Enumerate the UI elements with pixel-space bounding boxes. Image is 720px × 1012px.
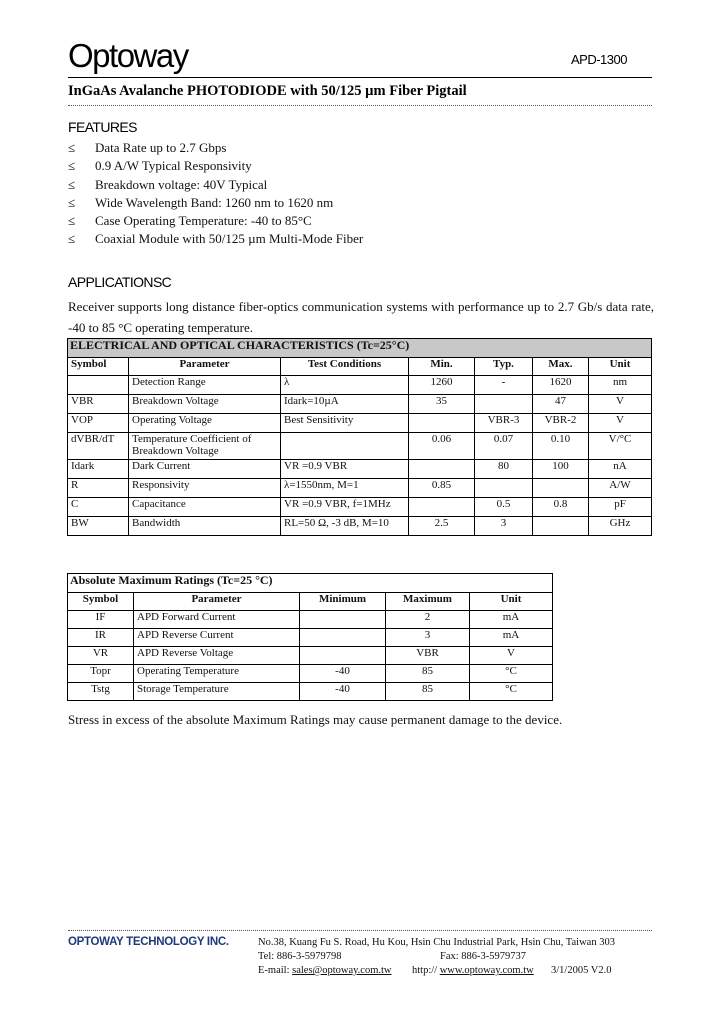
unit-cell: mA <box>470 629 553 647</box>
bullet-icon: ≤ <box>68 176 76 192</box>
condition-cell: VR =0.9 VBR, f=1MHz <box>281 498 409 517</box>
parameter-cell: Capacitance <box>129 498 281 517</box>
features-list <box>68 140 363 250</box>
symbol-cell: VBR <box>68 395 129 414</box>
bullet-icon: ≤ <box>68 140 76 155</box>
footer-company: OPTOWAY TECHNOLOGY INC. <box>68 936 229 948</box>
typ-cell: 3 <box>475 517 533 536</box>
table-row <box>68 395 652 414</box>
table-row <box>68 433 652 460</box>
symbol-cell: VR <box>68 647 134 665</box>
unit-cell: V <box>470 647 553 665</box>
min-cell: 2.5 <box>409 517 475 536</box>
symbol-cell: BW <box>68 517 129 536</box>
min-cell: 0.85 <box>409 479 475 498</box>
unit-cell: GHz <box>589 517 652 536</box>
symbol-cell: Idark <box>68 460 129 479</box>
symbol-cell: VOP <box>68 414 129 433</box>
features-heading: FEATURES <box>68 119 137 135</box>
parameter-cell: Detection Range <box>129 376 281 395</box>
max-cell: 47 <box>533 395 589 414</box>
column-header: Minimum <box>300 593 386 611</box>
symbol-cell: C <box>68 498 129 517</box>
footer-web: http:// www.optoway.com.tw <box>412 965 534 976</box>
bullet-icon: ≤ <box>68 213 76 229</box>
condition-cell: Idark=10µA <box>281 395 409 414</box>
max-cell: 0.8 <box>533 498 589 517</box>
table-row <box>68 498 652 517</box>
table-row <box>68 414 652 433</box>
company-logo: Optoway <box>68 37 188 74</box>
unit-cell: pF <box>589 498 652 517</box>
email-link[interactable]: sales@optoway.com.tw <box>292 965 392 976</box>
symbol-cell: dVBR/dT <box>68 433 129 460</box>
parameter-cell: Operating Temperature <box>134 665 300 683</box>
max-cell: 1620 <box>533 376 589 395</box>
min-cell <box>409 414 475 433</box>
absolute-maximum-ratings-table <box>67 573 553 701</box>
website-link[interactable]: www.optoway.com.tw <box>439 965 534 976</box>
min-cell: 0.06 <box>409 433 475 460</box>
feature-item: ≤ Breakdown voltage: 40V Typical <box>68 176 268 192</box>
max-cell <box>533 517 589 536</box>
unit-cell: nA <box>589 460 652 479</box>
parameter-cell: APD Reverse Current <box>134 629 300 647</box>
typ-cell: 0.07 <box>475 433 533 460</box>
maximum-cell: 85 <box>386 683 470 701</box>
unit-cell: °C <box>470 683 553 701</box>
table-row <box>68 611 553 629</box>
parameter-cell: Temperature Coefficient of Breakdown Voltage <box>129 433 281 460</box>
electrical-characteristics-table <box>67 338 652 536</box>
table-row <box>68 376 652 395</box>
condition-cell: Best Sensitivity <box>281 414 409 433</box>
table-row <box>68 460 652 479</box>
footer-fax: Fax: 886-3-5979737 <box>440 951 527 962</box>
table-row <box>68 479 652 498</box>
footer-divider <box>68 930 652 931</box>
minimum-cell: -40 <box>300 683 386 701</box>
maximum-cell: 85 <box>386 665 470 683</box>
parameter-cell: Storage Temperature <box>134 683 300 701</box>
feature-item: ≤ Case Operating Temperature: -40 to 85°C <box>68 213 312 229</box>
column-header: Maximum <box>386 593 470 611</box>
minimum-cell <box>300 611 386 629</box>
unit-cell: mA <box>470 611 553 629</box>
footer-address: No.38, Kuang Fu S. Road, Hu Kou, Hsin Chu Industrial Park, Hsin Chu, Taiwan 303 <box>258 937 615 948</box>
bullet-icon: ≤ <box>68 231 76 247</box>
maximum-cell: 2 <box>386 611 470 629</box>
unit-cell: V <box>589 395 652 414</box>
min-cell: 35 <box>409 395 475 414</box>
column-header: Typ. <box>475 358 533 376</box>
parameter-cell: Bandwidth <box>129 517 281 536</box>
condition-cell: VR =0.9 VBR <box>281 460 409 479</box>
condition-cell: λ=1550nm, M=1 <box>281 479 409 498</box>
symbol-cell: Topr <box>68 665 134 683</box>
feature-item: ≤ Wide Wavelength Band: 1260 nm to 1620 nm <box>68 194 334 210</box>
symbol-cell: IR <box>68 629 134 647</box>
symbol-cell: IF <box>68 611 134 629</box>
minimum-cell <box>300 629 386 647</box>
parameter-cell: Responsivity <box>129 479 281 498</box>
table-row <box>68 629 553 647</box>
unit-cell: V <box>589 414 652 433</box>
column-header: Test Conditions <box>281 358 409 376</box>
typ-cell: - <box>475 376 533 395</box>
max-cell: 100 <box>533 460 589 479</box>
column-header: Parameter <box>129 358 281 376</box>
column-header: Unit <box>470 593 553 611</box>
feature-item: ≤ 0.9 A/W Typical Responsivity <box>68 158 252 174</box>
condition-cell <box>281 433 409 460</box>
typ-cell <box>475 395 533 414</box>
applications-text: Receiver supports long distance fiber-optics communication systems with performance up to 2.7 Gb/s data rate, -40 to 85 °C operating temperature. <box>68 299 654 335</box>
condition-cell: RL=50 Ω, -3 dB, M=10 <box>281 517 409 536</box>
feature-item: ≤ Coaxial Module with 50/125 µm Multi-Mode Fiber <box>68 231 364 247</box>
column-header: Symbol <box>68 358 129 376</box>
unit-cell: V/°C <box>589 433 652 460</box>
minimum-cell <box>300 647 386 665</box>
stress-note: Stress in excess of the absolute Maximum Ratings may cause permanent damage to the device. <box>68 712 563 727</box>
footer-version: 3/1/2005 V2.0 <box>551 965 612 976</box>
parameter-cell: Operating Voltage <box>129 414 281 433</box>
column-header: Min. <box>409 358 475 376</box>
feature-item: ≤ Data Rate up to 2.7 Gbps <box>68 140 227 155</box>
parameter-cell: APD Reverse Voltage <box>134 647 300 665</box>
column-header: Parameter <box>134 593 300 611</box>
symbol-cell <box>68 376 129 395</box>
column-header: Unit <box>589 358 652 376</box>
table-row <box>68 517 652 536</box>
max-cell: 0.10 <box>533 433 589 460</box>
min-cell <box>409 460 475 479</box>
maximum-cell: 3 <box>386 629 470 647</box>
applications-heading: APPLICATIONSC <box>68 274 172 290</box>
column-header: Max. <box>533 358 589 376</box>
min-cell: 1260 <box>409 376 475 395</box>
footer-email: E-mail: sales@optoway.com.tw <box>258 965 392 976</box>
title-divider <box>68 105 652 106</box>
part-number: APD-1300 <box>571 52 627 67</box>
unit-cell: A/W <box>589 479 652 498</box>
min-cell <box>409 498 475 517</box>
minimum-cell: -40 <box>300 665 386 683</box>
max-cell: VBR-2 <box>533 414 589 433</box>
bullet-icon: ≤ <box>68 194 76 210</box>
table-row <box>68 683 553 701</box>
parameter-cell: Breakdown Voltage <box>129 395 281 414</box>
table-row <box>68 647 553 665</box>
maximum-cell: VBR <box>386 647 470 665</box>
typ-cell: 0.5 <box>475 498 533 517</box>
max-cell <box>533 479 589 498</box>
column-header: Symbol <box>68 593 134 611</box>
unit-cell: nm <box>589 376 652 395</box>
table-caption: Absolute Maximum Ratings (Tc=25 °C) <box>68 574 553 593</box>
unit-cell: °C <box>470 665 553 683</box>
condition-cell: λ <box>281 376 409 395</box>
symbol-cell: Tstg <box>68 683 134 701</box>
header-rule <box>68 77 652 78</box>
document-title: InGaAs Avalanche PHOTODIODE with 50/125 µm Fiber Pigtail <box>68 83 467 99</box>
bullet-icon: ≤ <box>68 158 76 174</box>
table-caption: ELECTRICAL AND OPTICAL CHARACTERISTICS (Tc=25°C) <box>68 339 652 358</box>
typ-cell: VBR-3 <box>475 414 533 433</box>
typ-cell <box>475 479 533 498</box>
symbol-cell: R <box>68 479 129 498</box>
parameter-cell: APD Forward Current <box>134 611 300 629</box>
table-row <box>68 665 553 683</box>
typ-cell: 80 <box>475 460 533 479</box>
footer-tel: Tel: 886-3-5979798 <box>258 951 342 962</box>
parameter-cell: Dark Current <box>129 460 281 479</box>
